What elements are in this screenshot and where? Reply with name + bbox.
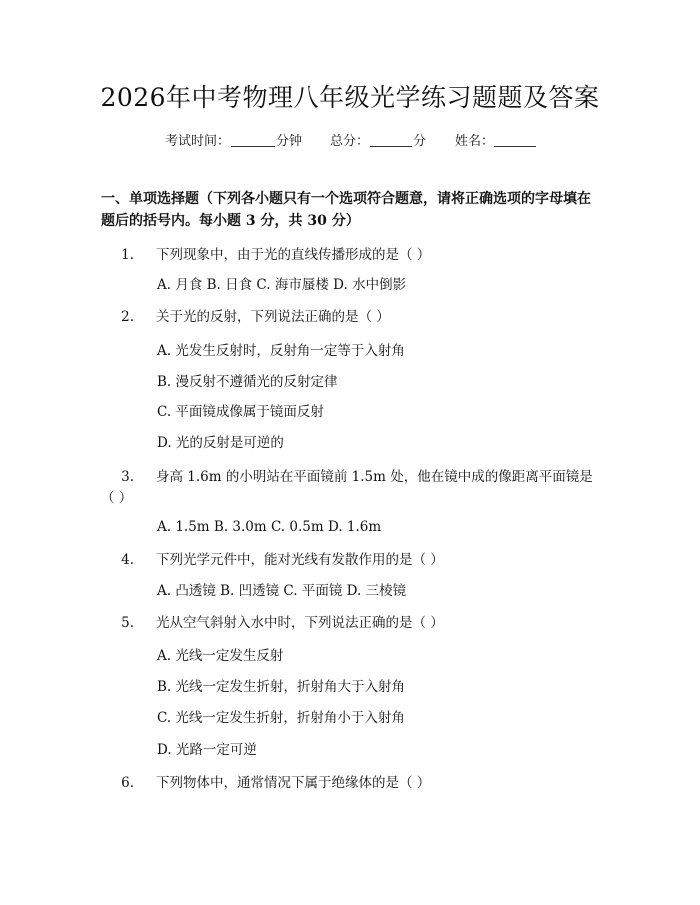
question-4-options: A. 凸透镜 B. 凹透镜 C. 平面镜 D. 三棱镜: [157, 583, 407, 599]
question-4: [101, 549, 601, 571]
question-text: 下列光学元件中，能对光线有发散作用的是（ ）: [156, 552, 444, 568]
question-number: 1.: [121, 247, 134, 263]
question-2: [101, 306, 601, 328]
question-5-option-b: B. 光线一定发生折射，折射角大于入射角: [157, 679, 406, 695]
question-text: 下列现象中，由于光的直线传播形成的是（ ）: [156, 247, 431, 263]
time-unit: 分钟: [276, 134, 303, 149]
question-3: [101, 466, 601, 488]
question-text: 关于光的反射，下列说法正确的是（ ）: [156, 309, 390, 325]
question-6: [101, 772, 601, 794]
question-5-option-d: D. 光路一定可逆: [157, 742, 257, 758]
question-text-line1: 身高 1.6m 的小明站在平面镜前 1.5m 处，他在镜中成的像距离平面镜是: [156, 469, 593, 485]
section-heading: 一、单项选择题（下列各小题只有一个选项符合题意，请将正确选项的字母填在题后的括号内。每小题 3 分，共 30 分）: [101, 191, 591, 229]
question-number: 5.: [121, 615, 134, 631]
question-2-option-b: B. 漫反射不遵循光的反射定律: [157, 374, 338, 390]
question-3-continuation: [101, 487, 601, 509]
question-number: 3.: [121, 469, 134, 485]
question-5: [101, 612, 601, 634]
question-1-options: A. 月食 B. 日食 C. 海市蜃楼 D. 水中倒影: [157, 277, 407, 293]
question-number: 6.: [121, 775, 134, 791]
question-2-option-a: A. 光发生反射时，反射角一定等于入射角: [157, 343, 405, 359]
name-label: 姓名：: [455, 134, 495, 149]
score-unit: 分: [413, 134, 427, 149]
question-5-option-a: A. 光线一定发生反射: [157, 648, 284, 664]
time-label: 考试时间：: [165, 134, 231, 149]
question-number: 2.: [121, 309, 134, 325]
question-1: [101, 244, 601, 266]
page-title: 2026年中考物理八年级光学练习题题及答案: [100, 83, 600, 112]
question-3-options: A. 1.5m B. 3.0m C. 0.5m D. 1.6m: [157, 519, 382, 535]
name-blank: [494, 133, 536, 151]
score-blank: [370, 133, 412, 151]
question-text: 下列物体中，通常情况下属于绝缘体的是（ ）: [156, 775, 431, 791]
question-5-option-c: C. 光线一定发生折射，折射角小于入射角: [157, 710, 405, 726]
question-number: 4.: [121, 552, 134, 568]
time-blank: [231, 133, 275, 151]
question-2-option-d: D. 光的反射是可逆的: [157, 435, 284, 451]
question-text: 光从空气斜射入水中时，下列说法正确的是（ ）: [156, 615, 444, 631]
question-text-line2: （ ）: [101, 490, 133, 506]
question-2-option-c: C. 平面镜成像属于镜面反射: [157, 404, 324, 420]
score-label: 总分：: [330, 134, 370, 149]
